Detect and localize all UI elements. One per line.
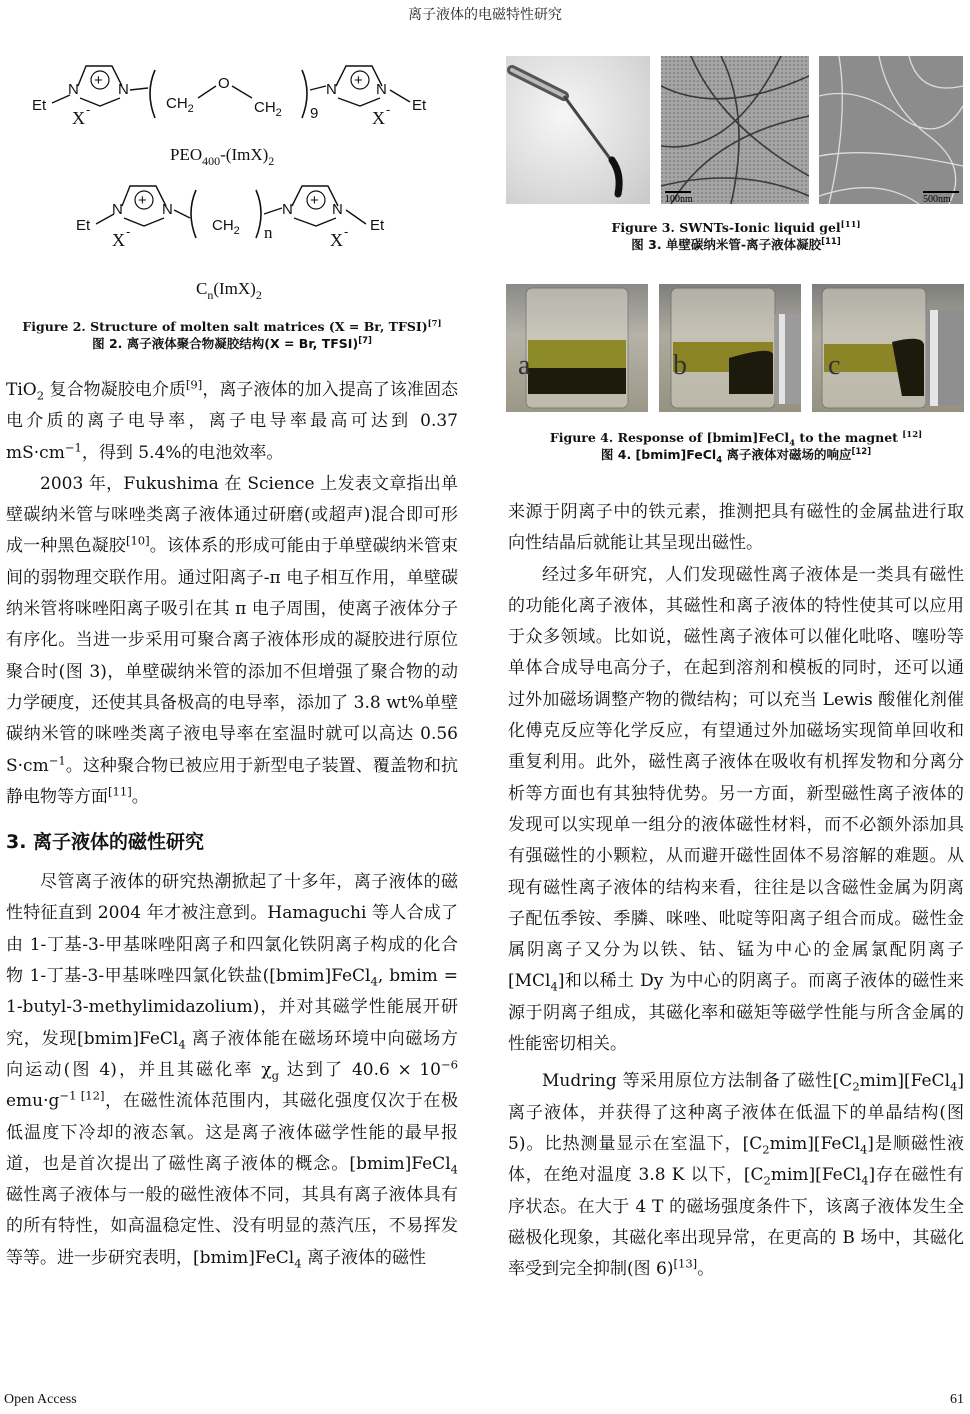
mol1-x-left-minus: - [86,102,91,117]
mol1-x-right-minus: - [386,102,391,117]
mol1-x-left: X [72,108,85,128]
figure-3-scale-500nm: 500nm [923,194,951,204]
figure-4-vial-a [506,284,648,412]
mol2-ch2: $CH_2$ [212,217,240,237]
syringe-icon [506,56,650,204]
figure-4-vial-b [659,284,801,412]
figure-3-sem-500nm [819,56,963,204]
mol1-x-right: X [372,108,385,128]
mol2-plus-right: + [310,192,319,209]
left-paragraph-2: 2003 年，Fukushima 在 Science 上发表文章指出单壁碳纳米管与咪唑类离子液体通过研磨(或超声)混合即可形成一种黑色凝胶[10]。该体系的形成可能由于单壁碳纳米管束间的弱物理交联作用。通过阳离子-π 电子相互作用，单壁碳纳米管将咪唑阳离子吸引在其 π 电子周围，使离子液体分子有序化。当进一步采用可聚合离子液体形成的凝胶进行原位聚合时(图 3)，单壁碳纳米管的添加不但增强了聚合物的动力学硬度，还使其具备极高的电导率，添加了 3.8 wt%单壁碳纳米管的咪唑类离子液电导率在室温时就可以高达 0.56 $S\cdot cm^{-1}$。这种聚合物已被应用于新型电子装置、覆盖物和抗静电物等方面[11]。 [6,473,459,807]
mol1-plus-left: + [94,72,103,89]
mol2-repeat-count: n [264,223,273,242]
figure-3-caption-cn: 图 3. 单壁碳纳米管-离子液体凝胶[11] [631,236,841,252]
figure-4-caption-cn: 图 4. [bmim]FeCl$_4$ 离子液体对磁场的响应[12] [600,446,872,466]
mol1-plus-right: + [354,72,363,89]
figure-3-caption-en: Figure 3. SWNTs-Ionic liquid gel[11] [611,219,861,235]
nanotube-network-icon [661,56,809,204]
mol1-n4: N [376,81,387,98]
mol1-n3: N [326,81,337,98]
mol1-n2: N [118,81,129,98]
figure-2-caption-cn: 图 2. 离子液体聚合物凝胶结构(X = Br, TFSI)[7] [92,335,372,351]
figure-3-tem-100nm [661,56,809,204]
figure-4-label-b: b [673,350,687,381]
mol1-ch2-right: $CH_2$ [254,99,282,119]
mol2-x-left: X [112,230,125,250]
figure-4-caption [508,429,964,466]
section-3-title: 3. 离子液体的磁性研究 [6,831,205,854]
footer-open-access: Open Access [4,1392,77,1407]
figure-2-caption-en: Figure 2. Structure of molten salt matrices (X = Br, TFSI)[7] [22,318,442,334]
figure-2-structures [20,48,450,308]
mol2-et-left: Et [76,217,91,234]
right-column [508,497,964,1285]
mol2-n2: N [162,201,173,218]
mol1-et-left: Et [32,97,47,114]
mol1-oxygen: O [218,75,230,92]
figure-2-caption [6,318,458,352]
mol2-plus-left: + [138,192,147,209]
left-paragraph-3: 尽管离子液体的研究热潮掀起了十多年，离子液体的磁性特征直到 2004 年才被注意到。Hamaguchi 等人合成了由 1-丁基-3-甲基咪唑阳离子和四氯化铁阴离子构成的化合物 1-丁基-3-甲基咪唑四氯化铁盐([bmim]FeCl$_4$, bmim = 1-butyl-3-methylimidazolium)，并对其磁学性能展开研究，发现[bmim]FeCl$_4$ 离子液体能在磁场环境中向磁场方向运动(图 4)，并且其磁化率 $\chi_g$ 达到了 $40.6 \times 10^{-6}$ $emu\cdot g^{-1 [12]}$，在磁性流体范围内，其磁化强度仅次于在极低温度下冷却的液态氧。这是离子液体磁学性能的最早报道，也是首次提出了磁性离子液体的概念。[bmim]FeCl$_4$ 磁性离子液体与一般的磁性液体不同，其具有离子液体具有的所有特性，如高温稳定性、没有明显的蒸汽压，不易挥发等等。进一步研究表明，[bmim]FeCl$_4$ 离子液体的磁性 [6,872,458,1271]
figure-4-label-a: a [518,350,531,381]
figure-3-caption [508,219,964,253]
mol2-n4: N [332,201,343,218]
mol1-ch2-left: $CH_2$ [166,95,194,115]
right-paragraph-1: 来源于阴离子中的铁元素，推测把具有磁性的金属盐进行取向性结晶后就能让其呈现出磁性。 [508,502,964,554]
footer-page-number: 61 [950,1392,964,1407]
running-header: 离子液体的电磁特性研究 [408,7,562,23]
mol2-x-left-minus: - [126,224,131,239]
mol2-name: $C_n(ImX)_2$ [196,279,262,302]
mol2-x-right: X [330,230,343,250]
figure-4-caption-en: Figure 4. Response of [bmim]FeCl$_4$ to the magnet [12] [549,429,923,449]
mol1-name: $PEO_{400}-(ImX)_2$ [170,145,275,168]
right-paragraph-3: Mudring 等采用原位方法制备了磁性$[C_2mim][FeCl_4]$离子液体，并获得了这种离子液体在低温下的单晶结构(图 5)。比热测量显示在室温下，$[C_2mim][FeCl_4]$是顺磁性液体，在绝对温度 3.8 K 以下，$[C_2mim][FeCl_4]$存在磁性有序状态。在大于 4 T 的磁场强度条件下，该离子液体发生全磁极化现象，其磁化率出现异常，在更高的 B 场中，其磁化率受到完全抑制(图 6)[13]。 [508,1071,964,1280]
mol2-n3: N [282,201,293,218]
mol2-n1: N [112,201,123,218]
figure-3-scale-100nm: 100nm [665,194,693,204]
mol1-repeat-count: 9 [310,105,319,122]
mol1-n1: N [68,81,79,98]
left-column [6,375,458,1274]
figure-4-vial-c [812,284,964,412]
fiber-network-icon [819,56,963,204]
left-paragraph-1: TiO$_2$ 复合物凝胶电介质[9]，离子液体的加入提高了该准固态电介质的离子电导率，离子电导率最高可达到 0.37 $mS\cdot cm^{-1}$，得到 5.4%的电池效率。 [6,377,459,463]
mol2-x-right-minus: - [344,224,349,239]
mol2-et-right: Et [370,217,385,234]
figure-4-label-c: c [828,350,841,381]
mol1-et-right: Et [412,97,427,114]
right-paragraph-2: 经过多年研究，人们发现磁性离子液体是一类具有磁性的功能化离子液体，其磁性和离子液体的特性使其可以应用于众多领域。比如说，磁性离子液体可以催化吡咯、噻吩等单体合成导电高分子，在起到溶剂和模板的同时，还可以通过外加磁场调整产物的微结构；可以充当 Lewis 酸催化剂催化傅克反应等化学反应，有望通过外加磁场实现简单回收和重复利用。此外，磁性离子液体在吸收有机挥发物和分离分析等方面也有其独特优势。另一方面，新型磁性离子液体的发现可以实现单一组分的液体磁性材料，而不必额外添加具有强磁性的小颗粒，从而避开磁性固体不易溶解的难题。从现有磁性离子液体的结构来看，往往是以含磁性金属为阴离子配伍季铵、季膦、咪唑、吡啶等阳离子组合而成。磁性金属阴离子又分为以铁、钴、锰为中心的金属氯配阴离子[MCl$_4$]和以稀土 Dy 为中心的阴离子。而离子液体的磁性来源于阴离子组成，其磁化率和磁矩等磁学性能与所含金属的性能密切相关。 [508,564,964,1055]
figure-3-syringe-photo [506,56,650,204]
